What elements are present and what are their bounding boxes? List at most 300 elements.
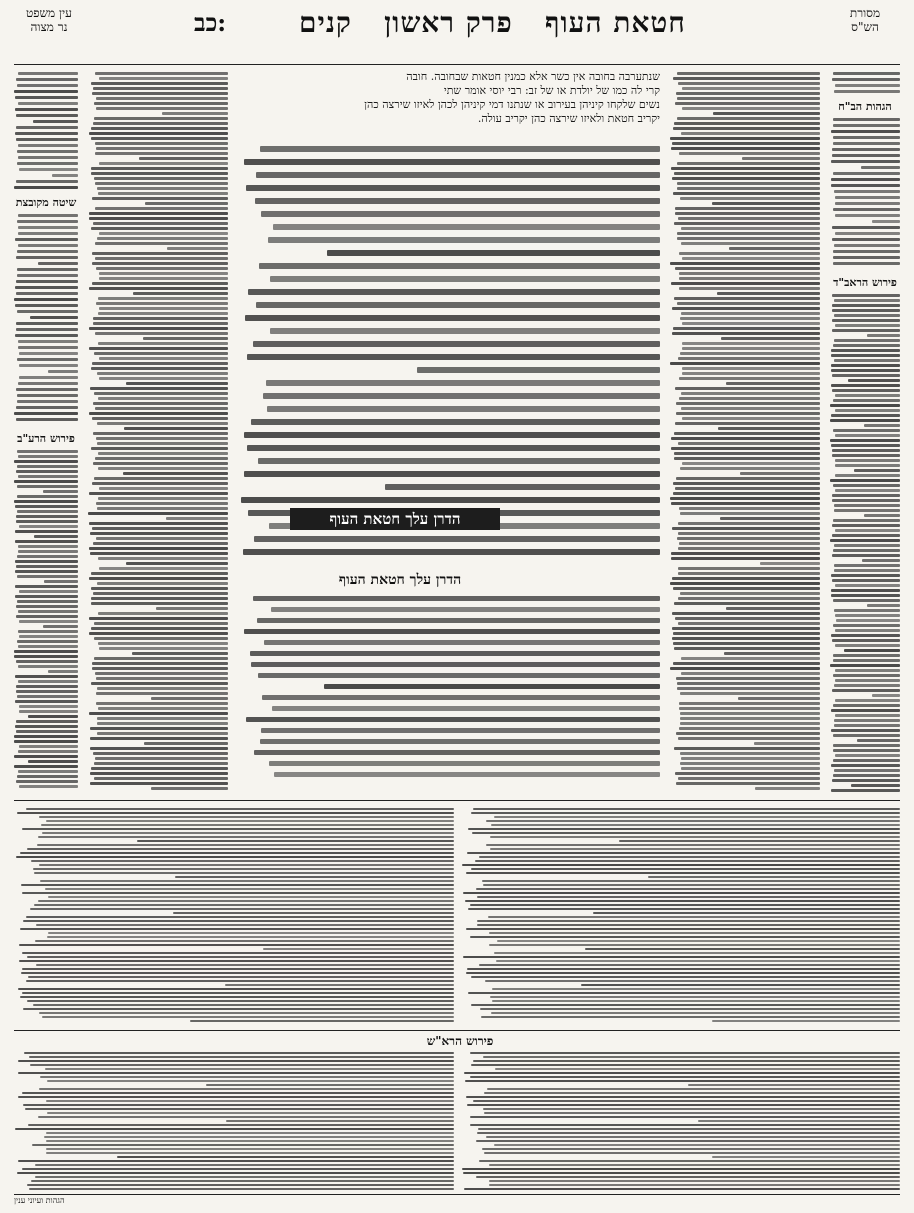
text-line [833, 262, 900, 265]
text-line [674, 122, 820, 125]
text-line [17, 394, 78, 397]
text-line [97, 422, 228, 425]
text-line [486, 1136, 900, 1138]
text-line [20, 928, 454, 930]
text-line [89, 412, 229, 415]
text-line [41, 824, 454, 826]
text-line [680, 592, 821, 595]
text-line [99, 77, 228, 80]
text-line [463, 956, 900, 958]
text-line [93, 322, 228, 325]
text-line [675, 102, 820, 105]
text-line [88, 512, 228, 515]
text-line [43, 625, 78, 628]
text-line [91, 627, 228, 630]
text-line [670, 262, 820, 265]
text-line [466, 928, 900, 930]
text-line [680, 352, 820, 355]
text-line [91, 587, 228, 590]
text-line [471, 812, 900, 814]
text-line [99, 277, 228, 280]
text-line [833, 674, 900, 677]
text-line [675, 387, 820, 390]
text-line [678, 622, 820, 625]
text-line [96, 677, 228, 680]
text-line [490, 848, 900, 850]
text-line [832, 148, 900, 151]
text-line [16, 114, 78, 117]
text-line [679, 507, 820, 510]
text-line [672, 627, 820, 630]
text-line [720, 517, 820, 520]
text-line [673, 632, 820, 635]
text-line [833, 344, 900, 347]
text-line [16, 126, 78, 129]
text-line [833, 484, 900, 487]
text-line [682, 347, 820, 350]
text-line [258, 673, 660, 678]
text-line [256, 302, 660, 308]
text-line [832, 579, 900, 582]
text-line [678, 547, 820, 550]
text-line [832, 238, 900, 241]
text-line [17, 358, 78, 361]
text-line [834, 314, 900, 317]
text-line [593, 912, 900, 914]
text-line [14, 765, 78, 768]
text-line [48, 932, 454, 934]
text-line [479, 856, 900, 858]
text-line [830, 664, 900, 667]
text-line [673, 492, 820, 495]
text-line [18, 455, 78, 458]
masoret-column [830, 72, 900, 96]
text-line [261, 211, 660, 217]
text-line [740, 472, 820, 475]
rosh-commentary-right [462, 1052, 900, 1192]
text-line [92, 362, 228, 365]
text-line [251, 419, 660, 425]
text-line [831, 444, 900, 447]
main-line-4: יקריב חטאת ולאיזו שירצה כהן יקריב עולה. [477, 112, 660, 125]
text-line [832, 309, 900, 312]
text-line [91, 167, 228, 170]
text-line [678, 357, 820, 360]
text-line [91, 137, 228, 140]
text-line [831, 384, 900, 387]
text-line [833, 519, 900, 522]
text-line [835, 489, 900, 492]
text-line [477, 920, 900, 922]
text-line [93, 317, 228, 320]
text-line [98, 557, 228, 560]
text-line [835, 196, 900, 199]
text-line [16, 292, 78, 295]
text-line [832, 449, 900, 452]
text-line [832, 374, 900, 377]
text-line [22, 968, 454, 970]
text-line [834, 769, 900, 772]
text-line [678, 217, 820, 220]
text-line [93, 122, 228, 125]
text-line [32, 1144, 454, 1146]
text-line [43, 490, 78, 493]
text-line [27, 848, 454, 850]
text-line [680, 317, 820, 320]
text-line [712, 202, 820, 205]
text-line [17, 310, 78, 313]
rav-commentary-column [14, 450, 78, 790]
text-line [98, 642, 228, 645]
text-line [14, 460, 78, 463]
text-line [681, 767, 820, 770]
text-line [15, 238, 78, 241]
text-line [19, 590, 78, 593]
text-line [16, 470, 78, 473]
text-line [97, 722, 228, 725]
text-line [94, 762, 228, 765]
text-line [834, 719, 900, 722]
text-line [832, 78, 900, 81]
text-line [90, 552, 228, 555]
rosh-commentary-left [14, 1052, 454, 1192]
text-line [144, 742, 228, 745]
text-line [46, 1132, 454, 1134]
text-line [755, 787, 820, 790]
text-line [835, 714, 900, 717]
text-line [16, 515, 78, 518]
text-line [90, 737, 228, 740]
text-line [681, 392, 820, 395]
text-line [681, 312, 820, 315]
text-line [676, 412, 820, 415]
text-line [833, 774, 900, 777]
text-line [678, 567, 820, 570]
raavad-column [830, 294, 900, 794]
text-line [491, 1012, 900, 1014]
text-line [851, 784, 900, 787]
text-line [90, 747, 228, 750]
text-line [675, 422, 820, 425]
text-line [124, 427, 228, 430]
text-line [97, 732, 228, 735]
text-line [17, 510, 78, 513]
text-line [26, 980, 454, 982]
text-line [496, 960, 900, 962]
text-line [832, 454, 900, 457]
text-line [833, 744, 900, 747]
text-line [833, 172, 900, 175]
text-line [156, 607, 228, 610]
text-line [832, 494, 900, 497]
text-line [39, 1088, 454, 1090]
text-line [245, 315, 660, 321]
text-line [14, 298, 78, 301]
text-line [18, 988, 454, 990]
text-line [17, 640, 78, 643]
text-line [23, 920, 454, 922]
mishnah-lines [240, 596, 660, 792]
text-line [15, 334, 78, 337]
text-line [494, 816, 900, 818]
text-line [467, 968, 900, 970]
text-line [680, 197, 820, 200]
text-line [268, 237, 660, 243]
text-line [831, 729, 900, 732]
text-line [92, 662, 228, 665]
text-line [14, 480, 78, 483]
text-line [835, 214, 900, 217]
text-line [679, 272, 820, 275]
text-line [835, 644, 900, 647]
text-line [96, 537, 228, 540]
text-line [17, 220, 78, 223]
text-line [467, 852, 900, 854]
text-line [35, 1176, 454, 1178]
text-line [89, 132, 228, 135]
text-line [257, 618, 660, 623]
text-line [15, 700, 78, 703]
text-line [465, 1080, 900, 1082]
text-line [263, 948, 454, 950]
text-line [479, 1160, 900, 1162]
text-line [117, 1156, 454, 1158]
text-line [680, 717, 820, 720]
text-line [17, 268, 78, 271]
text-line [867, 604, 900, 607]
text-line [17, 695, 78, 698]
text-line [832, 689, 900, 692]
text-line [833, 549, 900, 552]
text-line [16, 690, 78, 693]
text-line [14, 90, 78, 93]
text-line [18, 226, 78, 229]
text-line [738, 697, 820, 700]
text-line [492, 988, 900, 990]
text-line [98, 467, 228, 470]
text-line [16, 685, 78, 688]
text-line [15, 96, 78, 99]
text-line [18, 1072, 454, 1074]
text-line [471, 1064, 900, 1066]
text-line [679, 707, 820, 710]
text-line [676, 782, 820, 785]
text-line [38, 1116, 454, 1118]
text-line [674, 222, 820, 225]
middle-rule [14, 800, 900, 801]
text-line [677, 302, 820, 305]
text-line [18, 770, 78, 773]
text-line [266, 380, 660, 386]
text-line [262, 695, 660, 700]
text-line [476, 1140, 900, 1142]
text-line [270, 276, 660, 282]
text-line [726, 607, 820, 610]
text-line [677, 162, 820, 165]
inner-commentary-left [88, 72, 228, 792]
text-line [462, 1168, 900, 1170]
text-line [675, 772, 820, 775]
text-line [16, 78, 78, 81]
text-line [145, 202, 228, 205]
text-line [92, 667, 228, 670]
text-line [673, 327, 820, 330]
text-line [677, 97, 820, 100]
text-line [466, 872, 900, 874]
text-line [91, 447, 228, 450]
text-line [16, 520, 78, 523]
text-line [99, 647, 228, 650]
text-line [36, 964, 454, 966]
text-line [47, 1112, 454, 1114]
text-line [274, 772, 660, 777]
text-line [18, 72, 78, 75]
text-line [17, 495, 78, 498]
text-line [833, 118, 900, 121]
text-line [833, 256, 901, 259]
text-line [38, 262, 78, 265]
text-line [95, 152, 228, 155]
text-line [717, 292, 820, 295]
text-line [681, 657, 820, 660]
inner-commentary-right [670, 72, 820, 792]
text-line [672, 527, 820, 530]
text-line [485, 980, 900, 982]
text-line [677, 182, 820, 185]
text-line [15, 108, 79, 111]
text-line [713, 112, 820, 115]
text-line [96, 302, 228, 305]
text-line [482, 880, 900, 882]
text-line [19, 168, 78, 171]
text-line [680, 692, 820, 695]
text-line [672, 142, 820, 145]
text-line [678, 82, 820, 85]
text-line [26, 808, 454, 810]
text-line [35, 940, 454, 942]
text-line [151, 787, 228, 790]
main-text-block [240, 70, 660, 142]
text-line [483, 1108, 900, 1110]
text-line [835, 474, 900, 477]
text-line [679, 252, 820, 255]
text-line [484, 1152, 900, 1154]
text-line [830, 479, 900, 482]
text-line [96, 147, 228, 150]
text-line [585, 948, 900, 950]
text-line [97, 717, 228, 720]
text-line [27, 1000, 454, 1002]
text-line [47, 936, 454, 938]
text-line [17, 485, 78, 488]
text-line [89, 287, 228, 290]
text-line [489, 1184, 900, 1186]
text-line [681, 407, 820, 410]
text-line [22, 952, 454, 954]
text-line [244, 159, 660, 165]
text-line [94, 622, 228, 625]
text-line [675, 212, 820, 215]
text-line [271, 607, 660, 612]
text-line [95, 142, 228, 145]
text-line [95, 72, 228, 75]
text-line [832, 499, 900, 502]
text-line [675, 617, 820, 620]
text-line [832, 524, 900, 527]
text-line [832, 779, 900, 782]
text-line [123, 472, 228, 475]
text-line [91, 367, 228, 370]
text-line [861, 166, 900, 169]
text-line [835, 84, 900, 87]
text-line [466, 1096, 900, 1098]
text-line [676, 402, 820, 405]
text-line [835, 754, 900, 757]
text-line [126, 562, 229, 565]
text-line [95, 332, 228, 335]
text-line [671, 447, 820, 450]
text-line [14, 655, 78, 658]
text-line [95, 182, 228, 185]
text-line [492, 1000, 900, 1002]
text-line [27, 1184, 454, 1186]
text-line [18, 382, 78, 385]
text-line [16, 138, 78, 141]
text-line [486, 844, 900, 846]
text-line [244, 432, 660, 438]
text-line [31, 1180, 454, 1182]
text-line [490, 836, 900, 838]
footer-rule [14, 1194, 900, 1195]
text-line [489, 944, 900, 946]
text-line [94, 392, 228, 395]
text-line [470, 936, 900, 938]
text-line [832, 304, 900, 307]
text-line [835, 669, 900, 672]
text-line [14, 740, 78, 743]
text-line [98, 612, 228, 615]
text-line [35, 1164, 454, 1166]
text-line [15, 540, 78, 543]
text-line [94, 117, 228, 120]
text-line [14, 412, 78, 415]
text-line [97, 187, 228, 190]
text-line [831, 764, 900, 767]
text-line [15, 585, 78, 588]
text-line [25, 1108, 454, 1110]
text-line [831, 354, 900, 357]
text-line [682, 367, 820, 370]
text-line [470, 1076, 900, 1078]
text-line [94, 352, 228, 355]
text-line [18, 1160, 454, 1162]
header-rule [14, 64, 900, 65]
text-line [89, 217, 228, 220]
text-line [260, 146, 660, 152]
text-line [29, 1188, 454, 1190]
text-line [98, 192, 228, 195]
text-line [682, 372, 820, 375]
text-line [17, 150, 78, 153]
text-line [729, 247, 820, 250]
text-line [18, 156, 78, 159]
text-line [671, 167, 820, 170]
text-line [91, 602, 228, 605]
text-line [42, 832, 454, 834]
text-line [760, 562, 820, 565]
text-line [247, 445, 660, 451]
text-line [92, 92, 228, 95]
